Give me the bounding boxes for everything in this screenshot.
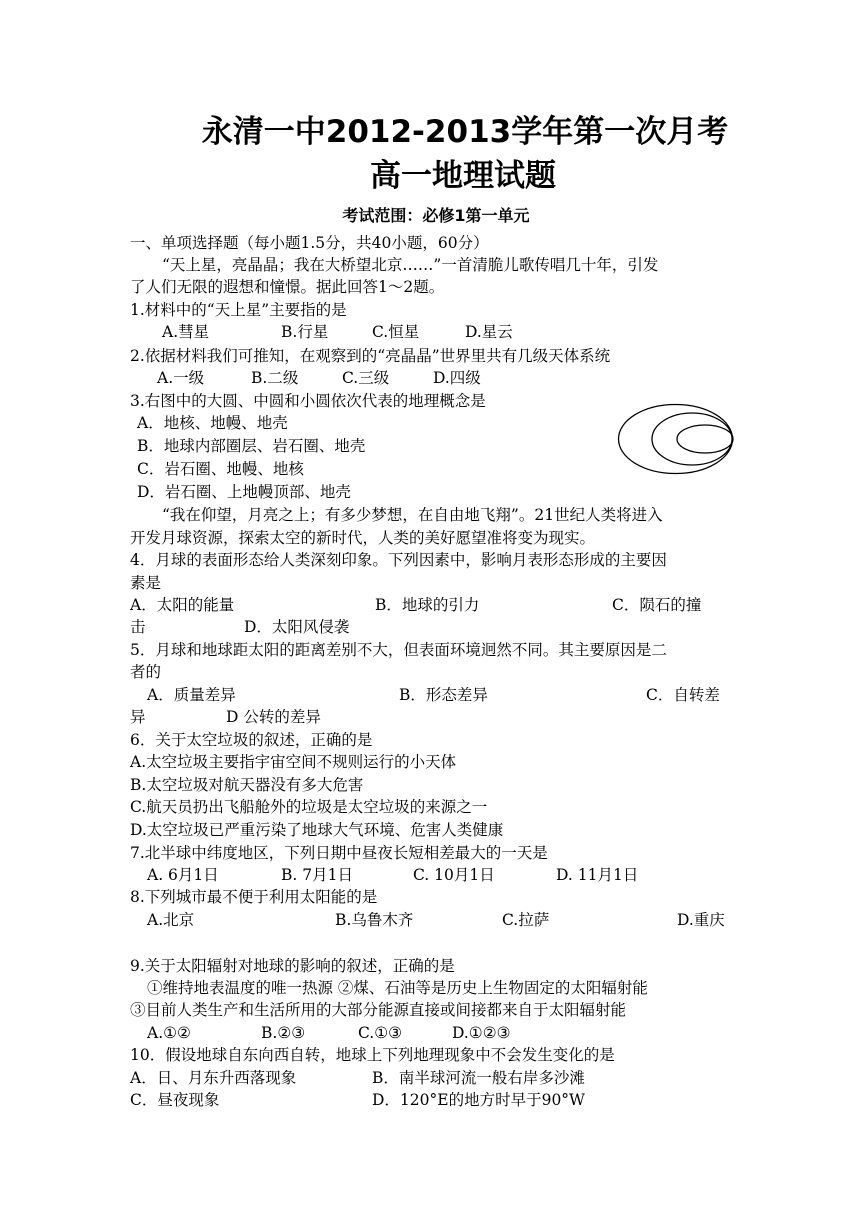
q2-option-a: A.一级 <box>157 369 205 387</box>
passage2-line2: 开发月球资源，探索太空的新时代，人类的美好愿望准将变为现实。 <box>130 529 596 547</box>
q1-option-d: D.星云 <box>465 323 513 341</box>
passage1-line2: 了人们无限的遐想和憧憬。据此回答1～2题。 <box>130 278 445 296</box>
q9-option-c: C.①③ <box>358 1024 403 1042</box>
q5-option-c-cont: 异 <box>130 708 146 726</box>
page-subtitle: 高一地理试题 <box>370 158 556 194</box>
q3-option-c: C．岩石圈、地幔、地核 <box>137 460 304 478</box>
q6-stem: 6．关于太空垃圾的叙述，正确的是 <box>130 731 373 749</box>
q9-option-b: B.②③ <box>261 1024 306 1042</box>
q4-option-d: D．太阳风侵袭 <box>244 618 350 636</box>
q4-stem-line1: 4．月球的表面形态给人类深刻印象。下列因素中，影响月表形态形成的主要因 <box>130 551 667 569</box>
q9-statement-line1: ①维持地表温度的唯一热源 ②煤、石油等是历史上生物固定的太阳辐射能 <box>147 979 648 997</box>
q5-option-c: C．自转差 <box>646 686 720 704</box>
q9-statement-line2: ③目前人类生产和生活所用的大部分能源直接或间接都来自于太阳辐射能 <box>130 1001 627 1019</box>
medium-circle <box>652 413 732 465</box>
nested-circles-diagram <box>617 403 735 475</box>
q10-option-c: C．昼夜现象 <box>130 1091 220 1109</box>
q2-stem: 2.依据材料我们可推知，在观察到的“亮晶晶”世界里共有几级天体系统 <box>130 347 611 365</box>
q3-stem: 3.右图中的大圆、中圆和小圆依次代表的地理概念是 <box>130 392 486 410</box>
q1-option-a: A.彗星 <box>162 323 210 341</box>
q7-option-a: A. 6月1日 <box>147 866 219 884</box>
q10-option-d: D．120°E的地方时早于90°W <box>372 1091 585 1109</box>
q5-stem-line2: 者的 <box>130 663 162 681</box>
q4-stem-line2: 素是 <box>130 574 162 592</box>
q3-option-a: A．地核、地幔、地壳 <box>137 414 288 432</box>
q1-option-b: B.行星 <box>281 323 329 341</box>
q3-option-b: B．地球内部圈层、岩石圈、地壳 <box>137 437 366 455</box>
q6-option-a: A.太空垃圾主要指宇宙空间不规则运行的小天体 <box>130 753 457 771</box>
q7-option-c: C. 10月1日 <box>413 866 495 884</box>
q9-stem: 9.关于太阳辐射对地球的影响的叙述，正确的是 <box>130 957 455 975</box>
q10-stem: 10．假设地球自东向西自转，地球上下列地理现象中不会发生变化的是 <box>130 1046 615 1064</box>
q9-option-d: D.①②③ <box>452 1024 511 1042</box>
q4-option-c-cont: 击 <box>130 618 146 636</box>
q7-option-b: B. 7月1日 <box>281 866 353 884</box>
q4-option-b: B．地球的引力 <box>375 596 480 614</box>
passage1-line1: “天上星，亮晶晶；我在大桥望北京……”一首清脆儿歌传唱几十年，引发 <box>162 256 659 274</box>
q8-option-a: A.北京 <box>147 911 195 929</box>
q7-option-d: D. 11月1日 <box>556 866 639 884</box>
q8-option-b: B.乌鲁木齐 <box>335 911 414 929</box>
q5-stem-line1: 5．月球和地球距太阳的距离差别不大，但表面环境迥然不同。其主要原因是二 <box>130 641 667 659</box>
q2-option-b: B.二级 <box>251 369 299 387</box>
q2-option-d: D.四级 <box>433 369 481 387</box>
q2-option-c: C.三级 <box>342 369 390 387</box>
q5-option-b: B．形态差异 <box>399 686 488 704</box>
q6-option-b: B.太空垃圾对航天器没有多大危害 <box>130 776 364 794</box>
q6-option-d: D.太空垃圾已严重污染了地球大气环境、危害人类健康 <box>130 821 504 839</box>
q5-option-a: A．质量差异 <box>147 686 236 704</box>
section-heading: 一、单项选择题（每小题1.5分，共40小题，60分） <box>130 234 489 252</box>
q10-option-b: B．南半球河流一般右岸多沙滩 <box>372 1069 585 1087</box>
q6-option-c: C.航天员扔出飞船舱外的垃圾是太空垃圾的来源之一 <box>130 798 488 816</box>
q1-stem: 1.材料中的“天上星”主要指的是 <box>130 301 347 319</box>
small-circle <box>677 425 733 453</box>
q1-option-c: C.恒星 <box>372 323 420 341</box>
page-title: 永清一中2012-2013学年第一次月考 <box>201 114 729 150</box>
q4-option-c: C．陨石的撞 <box>612 596 702 614</box>
q8-option-c: C.拉萨 <box>502 911 550 929</box>
q4-option-a: A．太阳的能量 <box>130 596 235 614</box>
passage2-line1: “我在仰望，月亮之上；有多少梦想，在自由地飞翔”。21世纪人类将进入 <box>162 506 663 524</box>
q5-option-d: D 公转的差异 <box>226 708 321 726</box>
q10-option-a: A．日、月东升西落现象 <box>130 1069 297 1087</box>
q9-option-a: A.①② <box>147 1024 191 1042</box>
q3-option-d: D．岩石圈、上地幔顶部、地壳 <box>137 483 351 501</box>
exam-scope: 考试范围：必修1第一单元 <box>342 206 530 225</box>
q8-option-d: D.重庆 <box>677 911 725 929</box>
q7-stem: 7.北半球中纬度地区，下列日期中昼夜长短相差最大的一天是 <box>130 844 548 862</box>
q8-stem: 8.下列城市最不便于利用太阳能的是 <box>130 888 378 906</box>
